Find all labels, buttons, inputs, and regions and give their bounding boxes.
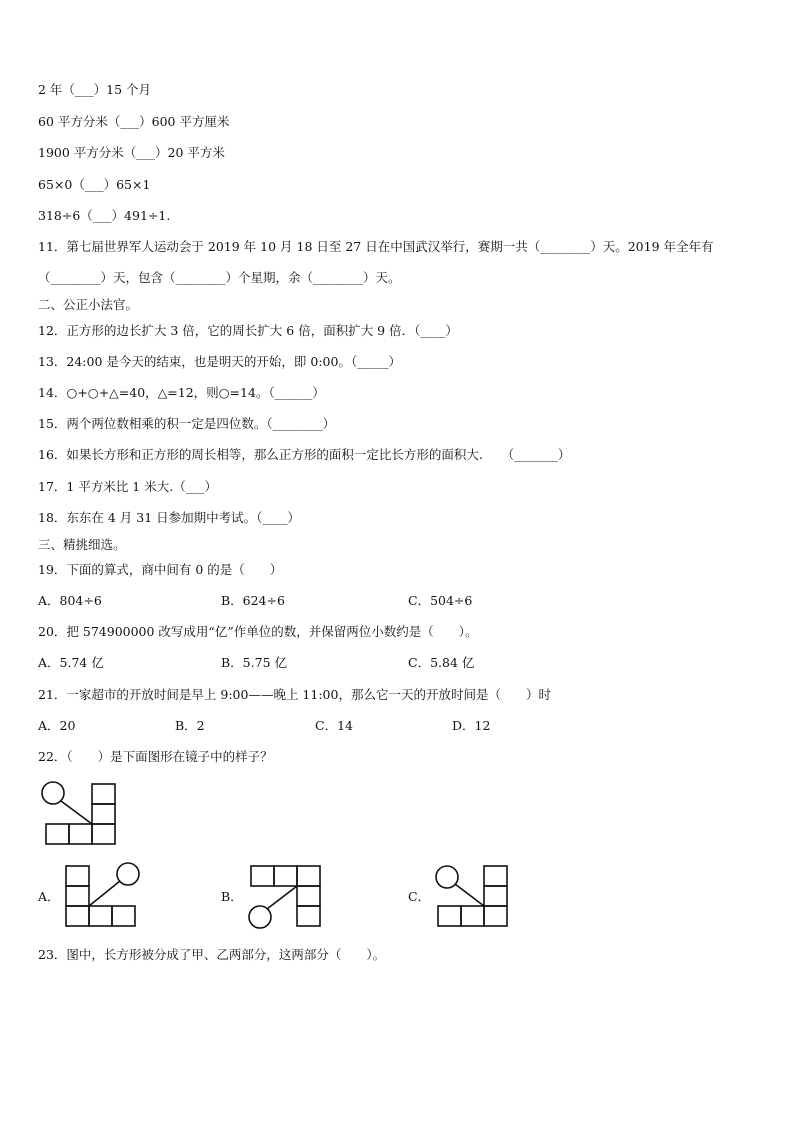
- comparison-2: 60 平方分米（___）600 平方厘米: [38, 114, 230, 129]
- comparison-5: 318÷6（___）491÷1.: [38, 208, 171, 223]
- q14: 14．○+○+△=40，△=12，则○=14。（______）: [38, 385, 325, 400]
- q20-option-b[interactable]: B．5.75 亿: [221, 655, 287, 670]
- q22-original-figure: [40, 780, 120, 848]
- q21-option-c[interactable]: C．14: [315, 718, 353, 733]
- q11-line-2: （________）天，包含（________）个星期，余（________）天。: [38, 270, 401, 285]
- figure-square: [297, 866, 320, 886]
- figure-square: [66, 886, 89, 906]
- figure-circle: [42, 782, 64, 804]
- figure-square: [461, 906, 484, 926]
- figure-stick: [89, 881, 120, 906]
- figure-square: [274, 866, 297, 886]
- figure-square: [251, 866, 274, 886]
- q19-option-c[interactable]: C．504÷6: [408, 593, 473, 608]
- figure-stick: [61, 801, 92, 824]
- figure-square: [66, 866, 89, 886]
- figure-square: [484, 886, 507, 906]
- q20-option-c[interactable]: C．5.84 亿: [408, 655, 475, 670]
- figure-stick: [455, 884, 484, 906]
- figure-square: [297, 906, 320, 926]
- q22-stem: 22．（ ）是下面图形在镜子中的样子？: [38, 749, 273, 764]
- figure-square: [484, 866, 507, 886]
- section-2-title: 二、公正小法官。: [38, 297, 139, 312]
- figure-square: [92, 784, 115, 804]
- q22-option-c[interactable]: C．: [408, 889, 431, 904]
- figure-square: [89, 906, 112, 926]
- q13: 13．24:00 是今天的结束，也是明天的开始，即 0:00。（_____）: [38, 354, 401, 369]
- q22-option-b[interactable]: B．: [221, 889, 243, 904]
- q11-line-1: 11．第七届世界军人运动会于 2019 年 10 月 18 日至 27 日在中国武汉举行，赛期一共（________）天。2019 年全年有: [38, 239, 714, 254]
- figure-square: [69, 824, 92, 844]
- q19-option-b[interactable]: B．624÷6: [221, 593, 285, 608]
- q19-options: [38, 593, 738, 609]
- q12: 12．正方形的边长扩大 3 倍，它的周长扩大 6 倍，面积扩大 9 倍．（____）: [38, 323, 458, 338]
- q22-option-c-figure[interactable]: [432, 862, 516, 932]
- comparison-3: 1900 平方分米（___）20 平方米: [38, 145, 225, 160]
- q19-stem: 19．下面的算式，商中间有 0 的是（ ）: [38, 562, 283, 577]
- q23-stem: 23．图中，长方形被分成了甲、乙两部分，这两部分（ ）。: [38, 947, 386, 962]
- q20-options: [38, 655, 738, 671]
- q21-option-d[interactable]: D．12: [452, 718, 491, 733]
- figure-square: [92, 824, 115, 844]
- q22-option-a[interactable]: A．: [38, 889, 60, 904]
- figure-square: [484, 906, 507, 926]
- q21-option-a[interactable]: A．20: [38, 718, 76, 733]
- q15: 15．两个两位数相乘的积一定是四位数。（________）: [38, 416, 336, 431]
- figure-square: [112, 906, 135, 926]
- q21-option-b[interactable]: B．2: [175, 718, 205, 733]
- figure-square: [46, 824, 69, 844]
- q22-option-b-figure[interactable]: [245, 860, 329, 932]
- q20-stem: 20．把 574900000 改写成用“亿”作单位的数，并保留两位小数约是（ ）。: [38, 624, 478, 639]
- figure-square: [438, 906, 461, 926]
- q22-option-a-figure[interactable]: [60, 860, 144, 930]
- section-3-title: 三、精挑细选。: [38, 537, 126, 552]
- q21-options: [38, 718, 738, 734]
- q19-option-a[interactable]: A．804÷6: [38, 593, 102, 608]
- figure-stick: [267, 886, 297, 909]
- q21-stem: 21．一家超市的开放时间是早上 9:00——晚上 11:00，那么它一天的开放时间是（ ）时: [38, 687, 551, 702]
- comparison-4: 65×0（___）65×1: [38, 177, 151, 192]
- q16: 16．如果长方形和正方形的周长相等，那么正方形的面积一定比长方形的面积大. （_______）: [38, 447, 571, 462]
- figure-square: [297, 886, 320, 906]
- q18: 18．东东在 4 月 31 日参加期中考试。（____）: [38, 510, 300, 525]
- figure-square: [66, 906, 89, 926]
- figure-square: [92, 804, 115, 824]
- q20-option-a[interactable]: A．5.74 亿: [38, 655, 104, 670]
- comparison-1: 2 年（___）15 个月: [38, 82, 152, 97]
- q17: 17．1 平方米比 1 米大.（___）: [38, 479, 217, 494]
